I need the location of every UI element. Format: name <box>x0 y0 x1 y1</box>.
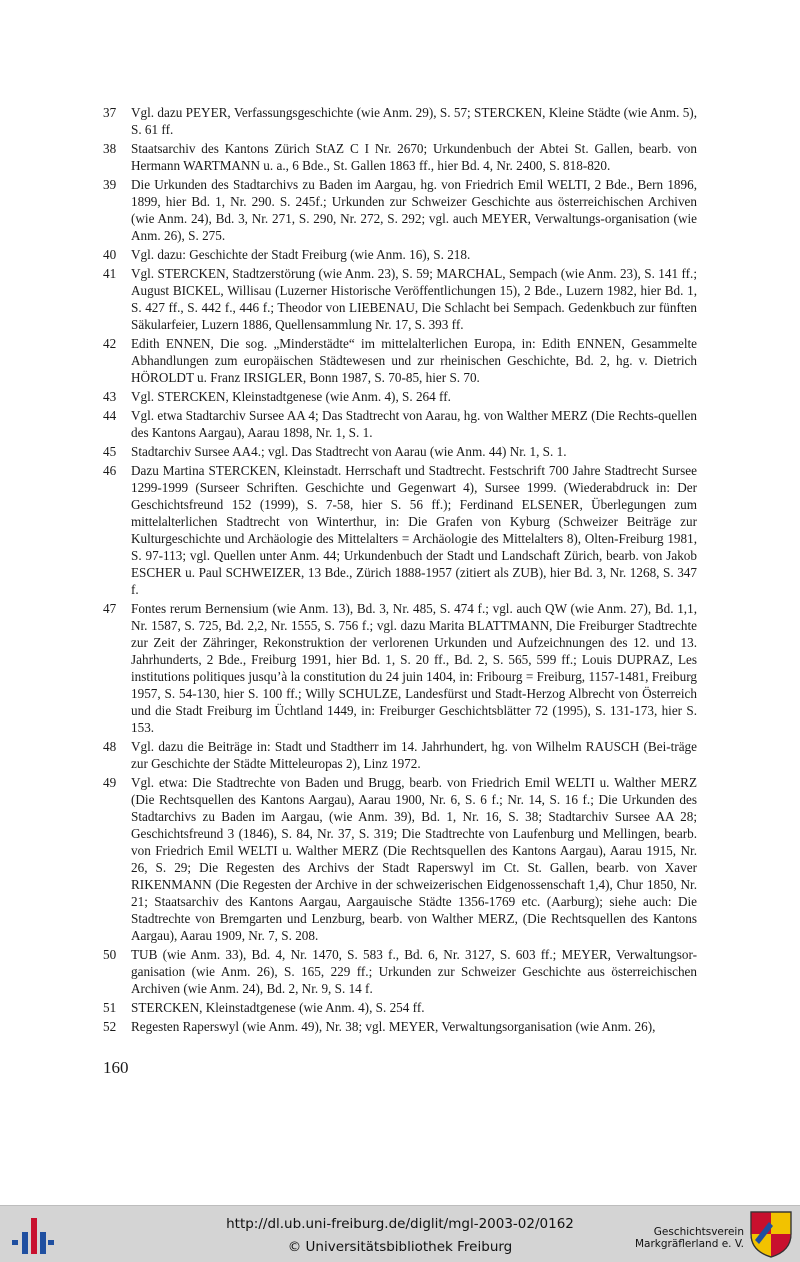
footnote-text: Regesten Raperswyl (wie Anm. 49), Nr. 38; vgl. MEYER, Verwaltungsorganisation (wie Anm. 26), <box>131 1019 656 1034</box>
footnote-number: 45 <box>103 444 117 459</box>
footnote-48 <box>103 738 697 772</box>
footnote-number: 51 <box>103 1000 117 1015</box>
footnote-text: Dazu Martina STERCKEN, Kleinstadt. Herrschaft und Stadtrecht. Festschrift 700 Jahre Stadtrecht Sursee 1299-1999 (Surseer Schriften. Geschichte und Gegenwart 4), Sursee 1999. (Wiederabdruck in: Der Geschichtsfreund 152 (1999), S. 7-58, hier S. 56 ff.); Ferdinand ELSENER, Überlegungen zum mittelalterlichen Stadtrecht von Winterthur, in: Die Grafen von Kyburg (Schweizer Beiträge zur Kulturgeschichte und Archäologie des Mittelalters = Archäologie des Mittelalters 8), Olten-Freiburg 1981, S. 97-113; vgl. Quellen unter Anm. 44; Urkundenbuch der Stadt und Landschaft Zürich, bearb. von Jakob ESCHER u. Paul SCHWEIZER, 13 Bde., Zürich 1888-1957 (zitiert als ZUB), hier Bd. 3, Nr. 1268, S. 347 f. <box>131 463 697 597</box>
footnote-text: Stadtarchiv Sursee AA4.; vgl. Das Stadtrecht von Aarau (wie Anm. 44) Nr. 1, S. 1. <box>131 444 567 459</box>
footnote-45 <box>103 443 697 460</box>
footnote-37 <box>103 104 697 138</box>
footnote-number: 37 <box>103 105 117 120</box>
footnote-text: Vgl. etwa: Die Stadtrechte von Baden und Brugg, bearb. von Friedrich Emil WELTI u. Walther MERZ (Die Rechtsquellen des Kantons Aargau), Aarau 1900, Nr. 6, S. 6 f.; Nr. 14, S. 16 f.; Die Urkunden des Stadtarchivs zu Baden im Aargau, (wie Anm. 39), Bd. 1, Nr. 16, S. 38; Stadtarchiv Sursee AA 28; Geschichtsfreund 3 (1846), S. 84, Nr. 37, S. 319; Die Stadtrechte von Laufenburg und Mellingen, bearb. von Friedrich Emil WELTI u. Walther MERZ (Die Rechtsquellen des Kantons Aargau), Aarau 1915, Nr. 26, S. 29; Die Regesten des Archivs der Stadt Raperswyl im Ct. St. Gallen, bearb. von Xaver RIKENMANN (Die Regesten der Archive in der schweizerischen Eidgenossenschaft 1,4), Chur 1850, Nr. 21; Staatsarchiv des Kantons Aargau, Aargauische Städte 1356-1769 etc. (Aarburg); siehe auch: Die Stadtrechte von Bremgarten und Lenzburg, bearb. von Walther MERZ, (Die Rechtsquellen des Kantons Aargau), Aarau 1909, Nr. 7, S. 208. <box>131 775 697 943</box>
viewer-footer <box>0 1205 800 1262</box>
footnote-number: 50 <box>103 947 117 962</box>
copyright-notice: © Universitätsbibliothek Freiburg <box>287 1239 513 1255</box>
footnote-number: 52 <box>103 1019 117 1034</box>
footnote-number: 48 <box>103 739 117 754</box>
footnote-39 <box>103 176 697 244</box>
footnote-text: Vgl. dazu die Beiträge in: Stadt und Stadtherr im 14. Jahrhundert, hg. von Wilhelm RAUSCH (Bei-träge zur Geschichte der Städte Mitteleuropas 2), Linz 1972. <box>131 739 697 771</box>
footnote-42 <box>103 335 697 386</box>
footnote-text: Edith ENNEN, Die sog. „Minderstädte“ im mittelalterlichen Europa, in: Edith ENNEN, Gesammelte Abhandlungen zum europäischen Städtewesen und zur rheinischen Geschichte, Bd. 2, hg. v. Dietrich HÖROLDT u. Franz IRSIGLER, Bonn 1987, S. 70-85, hier S. 70. <box>131 336 697 385</box>
footnote-number: 43 <box>103 389 117 404</box>
footnote-number: 39 <box>103 177 117 192</box>
footnote-number: 40 <box>103 247 117 262</box>
page-number: 160 <box>103 1058 129 1077</box>
footnote-number: 38 <box>103 141 117 156</box>
footnote-text: Vgl. etwa Stadtarchiv Sursee AA 4; Das Stadtrecht von Aarau, hg. von Walther MERZ (Die Rechts-quellen des Kantons Aargau), Aarau 1898, Nr. 1, S. 1. <box>131 408 697 440</box>
footnotes-list <box>103 104 697 1037</box>
footnote-40 <box>103 246 697 263</box>
footnote-44 <box>103 407 697 441</box>
footnote-number: 47 <box>103 601 117 616</box>
footnote-text: Vgl. STERCKEN, Kleinstadtgenese (wie Anm. 4), S. 264 ff. <box>131 389 451 404</box>
footnote-41 <box>103 265 697 333</box>
society-name-line2: Markgräflerland e. V. <box>634 1238 744 1250</box>
footnote-number: 41 <box>103 266 117 281</box>
society-name-line1: Geschichtsverein <box>653 1226 744 1238</box>
footnote-51 <box>103 999 697 1016</box>
footnote-number: 49 <box>103 775 117 790</box>
footnote-text: Die Urkunden des Stadtarchivs zu Baden im Aargau, hg. von Friedrich Emil WELTI, 2 Bde., Bern 1896, 1899, hier Bd. 1, Nr. 290. S. 245f.; Urkunden zur Schweizer Geschichte aus österreichischen Archiven (wie Anm. 24), Bd. 3, Nr. 271, S. 290, Nr. 272, S. 292; vgl. auch MEYER, Verwaltungs-organisation (wie Anm. 26), S. 275. <box>131 177 697 243</box>
footnote-text: Staatsarchiv des Kantons Zürich StAZ C I Nr. 2670; Urkundenbuch der Abtei St. Gallen, bearb. von Hermann WARTMANN u. a., 6 Bde., St. Gallen 1863 ff., hier Bd. 4, Nr. 2400, S. 818-820. <box>131 141 697 173</box>
footnote-50 <box>103 946 697 997</box>
footnote-number: 44 <box>103 408 117 423</box>
footnote-52 <box>103 1018 697 1035</box>
document-url[interactable]: http://dl.ub.uni-freiburg.de/diglit/mgl-2003-02/0162 <box>226 1216 574 1232</box>
footnote-text: Vgl. dazu: Geschichte der Stadt Freiburg (wie Anm. 16), S. 218. <box>131 247 471 262</box>
footnote-46 <box>103 462 697 598</box>
ub-freiburg-logo-icon[interactable] <box>10 1214 54 1258</box>
coat-of-arms-icon[interactable] <box>749 1210 793 1258</box>
society-name[interactable] <box>616 1226 744 1250</box>
footnote-text: STERCKEN, Kleinstadtgenese (wie Anm. 4), S. 254 ff. <box>131 1000 425 1015</box>
footnote-text: Vgl. dazu PEYER, Verfassungsgeschichte (wie Anm. 29), S. 57; STERCKEN, Kleine Städte (wie Anm. 5), S. 61 ff. <box>131 105 697 137</box>
footnote-38 <box>103 140 697 174</box>
footnote-number: 42 <box>103 336 117 351</box>
footnote-43 <box>103 388 697 405</box>
footnote-49 <box>103 774 697 944</box>
footnote-number: 46 <box>103 463 117 478</box>
footnote-text: TUB (wie Anm. 33), Bd. 4, Nr. 1470, S. 583 f., Bd. 6, Nr. 3127, S. 603 ff.; MEYER, Verwaltungsor-ganisation (wie Anm. 26), S. 165, 229 ff.; Urkunden zur Schweizer Geschichte aus österreichischen Archiven (wie Anm. 24), Bd. 2, Nr. 9, S. 14 f. <box>131 947 697 996</box>
footnote-47 <box>103 600 697 736</box>
footnote-text: Vgl. STERCKEN, Stadtzerstörung (wie Anm. 23), S. 59; MARCHAL, Sempach (wie Anm. 23), S. 141 ff.; August BICKEL, Willisau (Luzerner Historische Veröffentlichungen 15), 2 Bde., Luzern 1982, hier Bd. 1, S. 427 ff., S. 442 f., 446 f.; Theodor von LIEBENAU, Die Schlacht bei Sempach. Gedenkbuch zur fünften Säkularfeier, Luzern 1886, Quellensammlung Nr. 17, S. 393 ff. <box>131 266 697 332</box>
footnote-text: Fontes rerum Bernensium (wie Anm. 13), Bd. 3, Nr. 485, S. 474 f.; vgl. auch QW (wie Anm. 27), Bd. 1,1, Nr. 1587, S. 725, Bd. 2,2, Nr. 1555, S. 756 f.; vgl. dazu Marita BLATTMANN, Die Freiburger Stadtrechte zur Zeit der Zähringer, Rekonstruktion der verlorenen Urkunden und Aufzeichnungen des 12. und 13. Jahrhunderts, 2 Bde., Freiburg 1991, hier Bd. 1, S. 20 ff., Bd. 2, S. 565, 599 ff.; Louis DUPRAZ, Les institutions politiques jusqu’à la constitution du 24 juin 1404, in: Fribourg = Freiburg, 1157-1481, Freiburg 1957, S. 54-130, hier S. 100 ff.; Willy SCHULZE, Landesfürst und Stadt-Herzog Albrecht von Österreich und die Stadt Freiburg im Üchtland 1449, in: Freiburger Geschichtsblätter 72 (1995), S. 131-173, hier S. 153. <box>131 601 697 735</box>
